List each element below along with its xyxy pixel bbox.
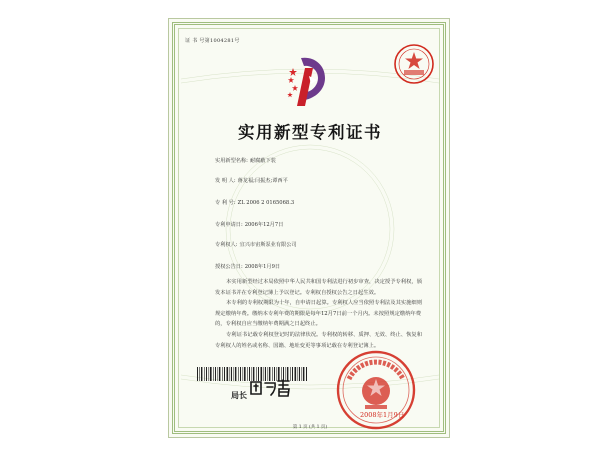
field-label: 实用新型名称: (215, 158, 248, 164)
certificate-paragraph: 本专利的专利权期限为十年，自申请日起算。专利权人应当依照专利法及其实施细则规定缴纳年费。缴纳本专利年费的期限是每年12月7日前一个月内。未按照规定缴纳年费的，专利权自应当缴纳年费期满之日起终止。 (215, 300, 422, 328)
seal-date: 2008年1月9日 (360, 411, 405, 419)
patent-certificate (168, 18, 450, 438)
filing-date-field (215, 221, 283, 228)
field-value: 宜兴市宙斯泵业有限公司 (239, 242, 297, 248)
director-label: 局长 (231, 390, 247, 400)
field-label: 专利权人: (215, 242, 238, 248)
patentee-field (215, 241, 297, 248)
field-value: 2006年12月7日 (244, 222, 284, 228)
grant-date-field (215, 263, 280, 270)
field-value: 2008年1月9日 (244, 264, 281, 270)
official-seal-small-icon (393, 43, 435, 85)
field-value: 蒋龙福;闫振杰;谭西平 (237, 178, 288, 184)
field-value: ZL 2006 2 0165068.3 (237, 200, 295, 206)
field-label: 授权公告日: (215, 264, 243, 270)
utility-model-name-field (215, 157, 276, 164)
patent-number-field (215, 199, 294, 206)
inventor-field (215, 177, 288, 184)
certificate-title: 实用新型专利证书 (238, 123, 382, 142)
field-value: 耐腐蔽下装 (249, 158, 276, 164)
certificate-number: 证 书 号第1004281号 (185, 38, 240, 44)
certificate-paragraph: 本实用新型经过本局依照中华人民共和国专利法进行初步审查，决定授予专利权，颁发本证书并在专利登记簿上予以登记。专利权自授权公告之日起生效。 (215, 279, 422, 296)
field-label: 发 明 人: (215, 178, 236, 184)
director-signature-icon (249, 378, 291, 398)
field-label: 专 利 号: (215, 200, 236, 206)
patent-office-emblem-icon (287, 50, 335, 110)
field-label: 专利申请日: (215, 222, 243, 228)
certificate-paragraph: 专利证书记载专利权登记时的法律状况。专利权的转移、质押、无效、终止、恢复和专利权人的姓名或名称、国籍、地址变更等事项记载在专利登记簿上。 (215, 332, 422, 349)
page-number: 第 1 页 (共 1 页) (292, 425, 328, 430)
